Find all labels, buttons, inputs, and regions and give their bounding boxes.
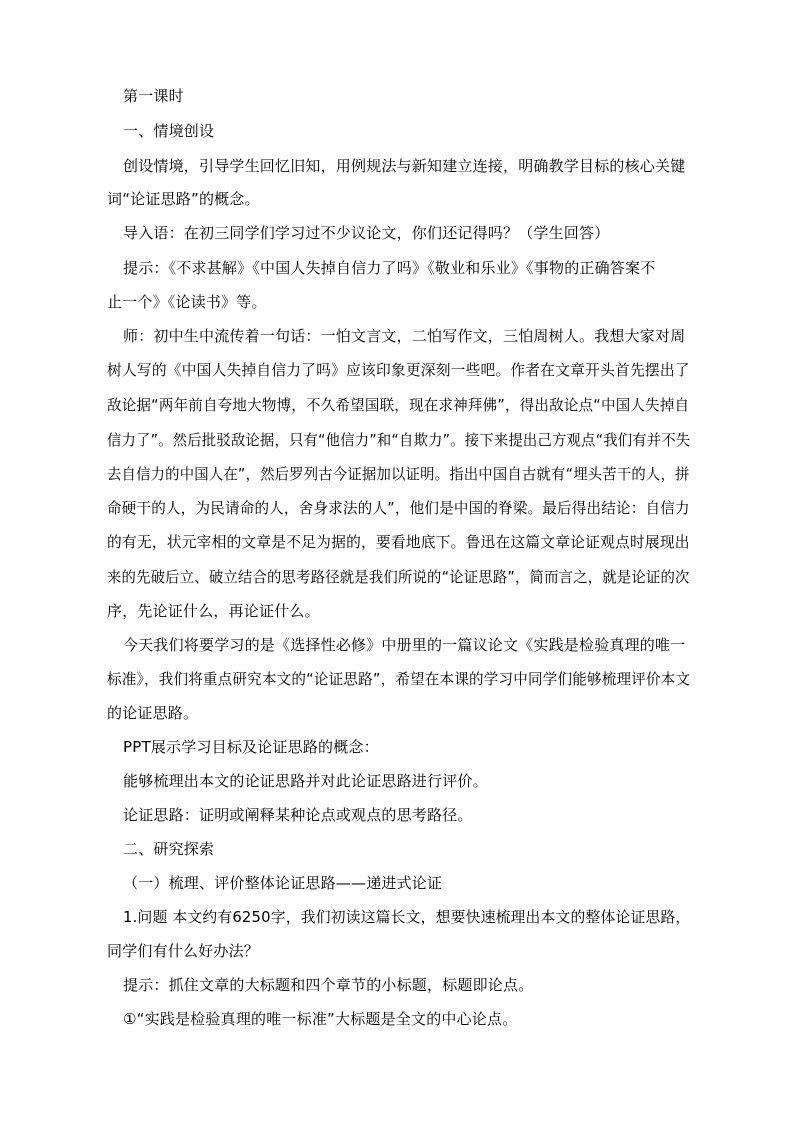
lesson-heading: 第一课时 — [123, 87, 184, 105]
text-line: 提示：抓住文章的大标题和四个章节的小标题，标题即论点。 — [123, 976, 534, 994]
text-line: 师：初中生中流传着一句话：一怕文言文，二怕写作文，三怕周树人。我想大家对周 — [123, 327, 686, 345]
text-line: 标准》，我们将重点研究本文的“论证思路”，希望在本课的学习中同学们能够梳理评价本文 — [107, 670, 691, 688]
section-heading: 一、情境创设 — [123, 122, 215, 140]
text-line: 来的先破后立、破立结合的思考路径就是我们所说的“论证思路”，简而言之，就是论证的次 — [107, 568, 690, 586]
text-line: 词“论证思路”的概念。 — [107, 190, 260, 208]
text-line: 同学们有什么好办法？ — [107, 942, 260, 960]
text-line: 树人写的《中国人失掉自信力了吗》应该印象更深刻一些吧。作者在文章开头首先摆出了 — [107, 361, 690, 379]
text-line: 论证思路：证明或阐释某种论点或观点的思考路径。 — [123, 806, 473, 824]
text-line: 能够梳理出本文的论证思路并对此论证思路进行评价。 — [123, 772, 488, 790]
text-line: 的论证思路。 — [107, 704, 199, 722]
subsection-heading: （一）梳理、评价整体论证思路——递进式论证 — [123, 874, 443, 892]
text-line: 导入语：在初三同学们学习过不少议论文，你们还记得吗？（学生回答） — [123, 224, 610, 242]
text-line: PPT展示学习目标及论证思路的概念： — [123, 738, 379, 756]
text-line: 敌论据“两年前自夸地大物博，不久希望国联，现在求神拜佛”，得出敌论点“中国人失掉自 — [107, 396, 690, 414]
text-line: 创设情境，引导学生回忆旧知，用例规法与新知建立连接，明确教学目标的核心关键 — [123, 157, 686, 175]
section-heading: 二、研究探索 — [123, 840, 215, 858]
text-line: 提示：《不求甚解》《中国人失掉自信力了吗》《敬业和乐业》《事物的正确答案不 — [123, 259, 656, 277]
text-line: 命硬干的人，为民请命的人，舍身求法的人”，他们是中国的脊梁。最后得出结论：自信力 — [107, 499, 690, 517]
text-line: 1.问题 本文约有6250字，我们初读这篇长文，想要快速梳理出本文的整体论证思路， — [123, 908, 691, 926]
text-line: 的有无，状元宰相的文章是不足为据的，要看地底下。鲁迅在这篇文章论证观点时展现出 — [107, 533, 690, 551]
text-line: 信力了”。然后批驳敌论据，只有“他信力”和“自欺力”。接下来提出己方观点“我们有并不失 — [107, 431, 691, 449]
text-line: 去自信力的中国人在”，然后罗列古今证据加以证明。指出中国自古就有“埋头苦干的人，拼 — [107, 465, 690, 483]
text-line: 序，先论证什么，再论证什么。 — [107, 602, 320, 620]
text-line: 今天我们将要学习的是《选择性必修》中册里的一篇议论文《实践是检验真理的唯一 — [123, 636, 686, 654]
text-line: ①“实践是检验真理的唯一标准”大标题是全文的中心论点。 — [123, 1010, 518, 1028]
text-line: 止一个》《论读书》等。 — [107, 293, 267, 311]
